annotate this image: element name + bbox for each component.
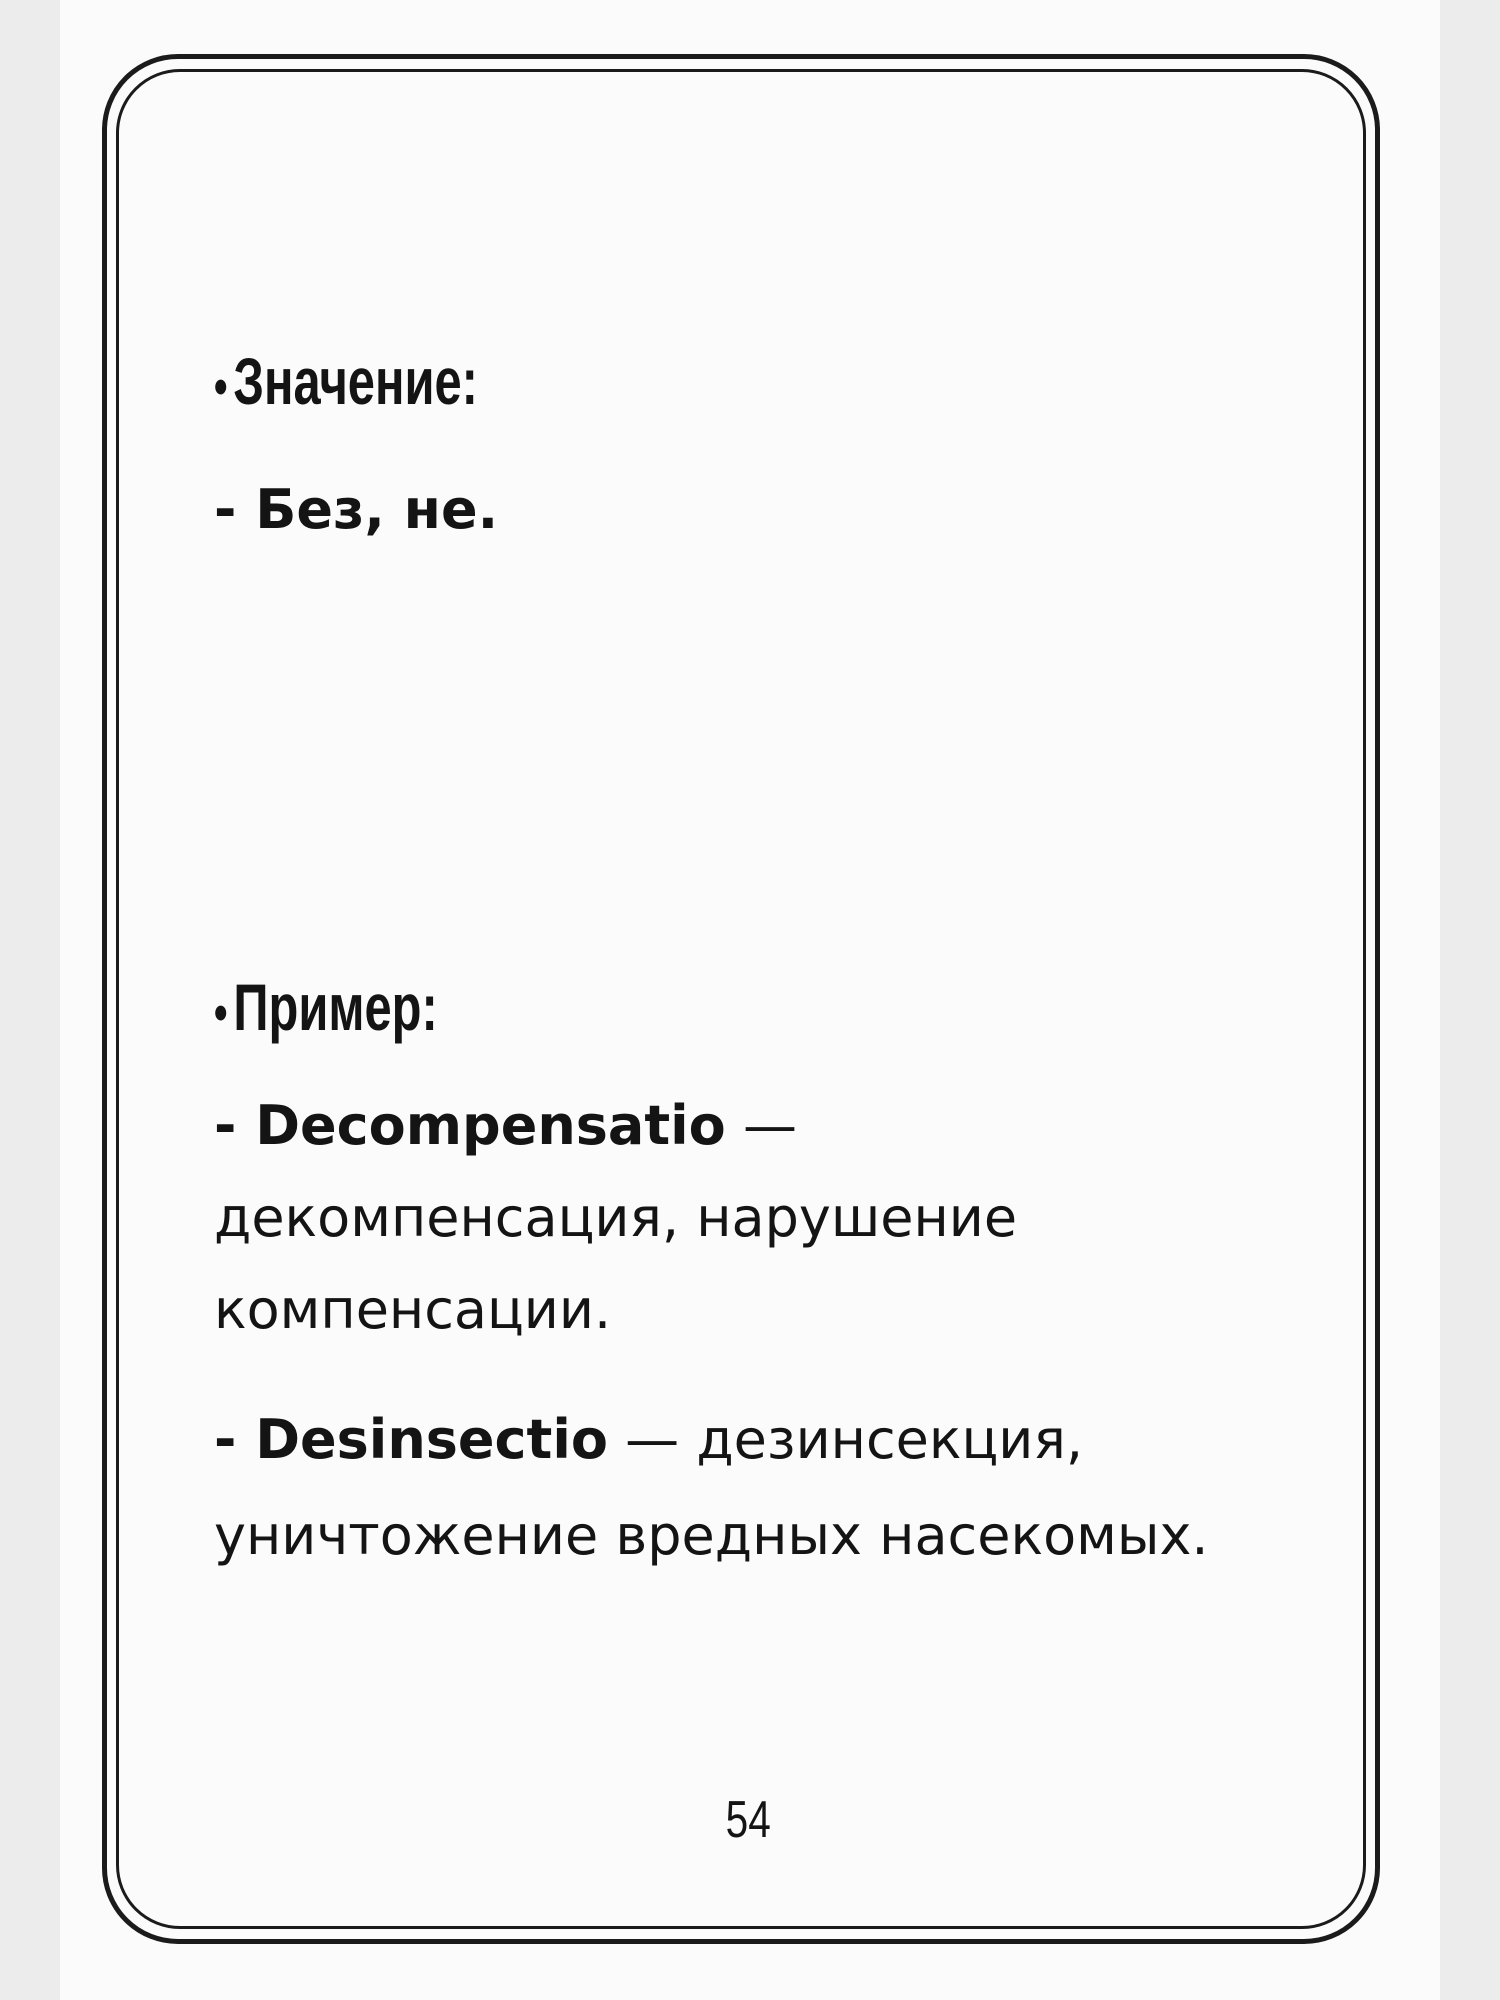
example-item-1-dash: - [214, 1094, 256, 1157]
meaning-heading [214, 344, 478, 418]
meaning-heading-bullet: • [214, 358, 228, 416]
example-item-2-dash: - [214, 1408, 256, 1471]
example-item-2-definition-line-2: уничтожение вредных насекомых. [214, 1504, 1209, 1567]
example-heading-text: Пример: [233, 970, 438, 1044]
example-item-2-term: Desinsectio [255, 1408, 608, 1471]
example-item-2-title [214, 1404, 1083, 1476]
meaning-text: - Без, не. [214, 478, 499, 541]
example-item-2-definition-first: дезинсекция, [696, 1408, 1084, 1471]
example-item-1-term: Decompensatio [255, 1094, 726, 1157]
page-number: 54 [725, 1791, 771, 1849]
example-item-1-definition-line-1: декомпенсация, нарушение [214, 1186, 1018, 1249]
example-heading-bullet: • [214, 984, 228, 1042]
example-item-1-separator: — [725, 1094, 797, 1157]
example-item-1-definition-line-2: компенсации. [214, 1278, 612, 1341]
example-item-1-title [214, 1090, 797, 1162]
meaning-heading-text: Значение: [233, 344, 478, 418]
example-heading [214, 970, 438, 1044]
example-item-2-separator: — [607, 1408, 697, 1471]
